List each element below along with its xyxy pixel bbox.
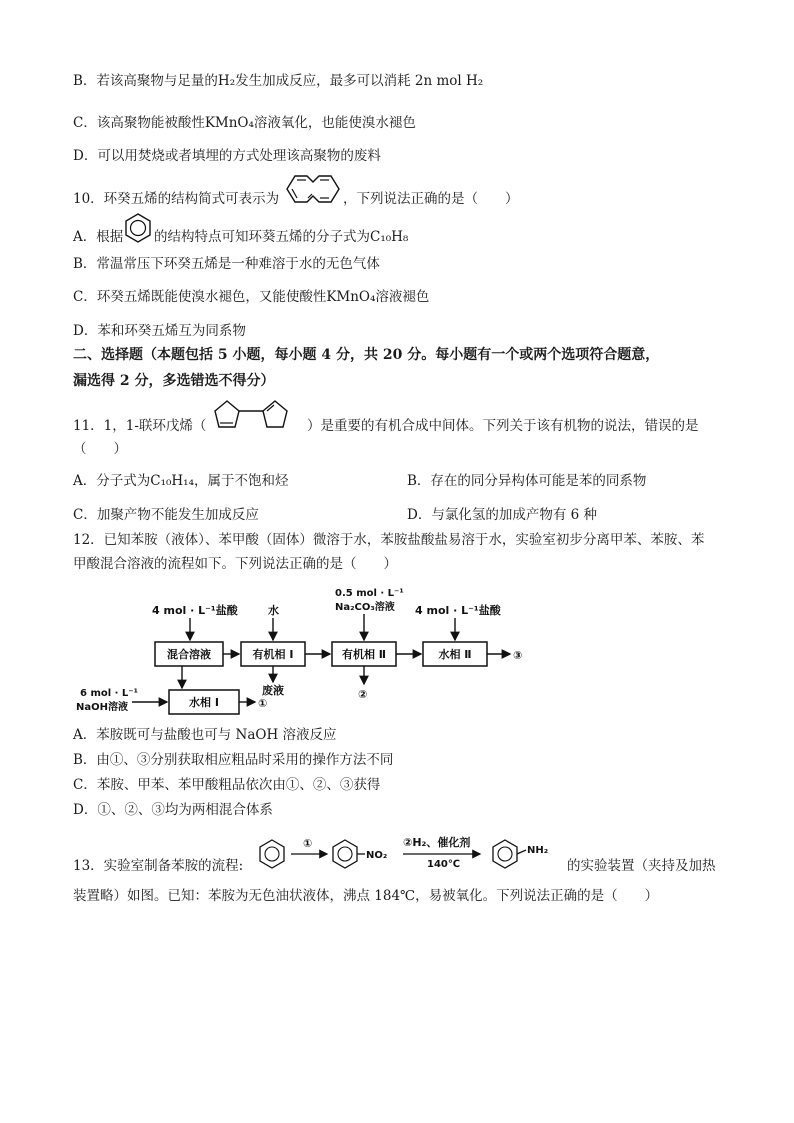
section-2-heading-line1: 二、选择题（本题包括 5 小题，每小题 4 分，共 20 分。每小题有一个或两个选项符合题意， xyxy=(73,347,660,363)
flow-output-2: ② xyxy=(358,688,368,701)
q12-stem-line2: 甲酸混合溶液的流程如下。下列说法正确的是（ ） xyxy=(73,556,397,572)
aniline-synthesis-scheme xyxy=(255,830,567,876)
q11-stem-start: 11．1，1-联环戊烯（ xyxy=(73,418,207,434)
flow-reagent-na2co3-conc: 0.5 mol · L⁻¹ xyxy=(335,588,404,599)
q12-option-b: B．由①、③分别获取相应粗品时采用的操作方法不同 xyxy=(73,752,394,768)
q11-option-c: C．加聚产物不能发生加成反应 xyxy=(73,507,259,523)
bicyclopentenyl-structure xyxy=(207,397,307,437)
flow-waste: 废液 xyxy=(262,684,284,697)
section-2-heading-line2: 漏选得 2 分，多选错选不得分） xyxy=(73,373,275,389)
flow-reagent-hcl-2: 4 mol · L⁻¹盐酸 xyxy=(415,604,501,617)
flow-reagent-water: 水 xyxy=(268,604,279,617)
q10-option-c: C．环癸五烯既能使溴水褪色，又能使酸性KMnO₄溶液褪色 xyxy=(73,289,430,305)
q13-stem-end: 的实验装置（夹持及加热 xyxy=(567,858,716,874)
q10-option-b: B．常温常压下环癸五烯是一种难溶于水的无色气体 xyxy=(73,256,380,272)
flow-reagent-naoh-conc: 6 mol · L⁻¹ xyxy=(80,688,138,699)
flow-output-1: ① xyxy=(258,697,268,710)
q9-option-c: C．该高聚物能被酸性KMnO₄溶液氧化，也能使溴水褪色 xyxy=(73,115,416,131)
flow-box-mixture: 混合溶液 xyxy=(167,648,211,661)
q11-option-b: B．存在的同分异构体可能是苯的同系物 xyxy=(407,473,647,489)
q11-stem-paren: （ ） xyxy=(73,441,127,457)
q13-stem-line2: 装置略）如图。已知：苯胺为无色油状液体，沸点 184℃，易被氧化。下列说法正确的是（ ） xyxy=(73,888,659,904)
q10-option-a-start: A．根据 xyxy=(73,229,124,245)
benzene-structure xyxy=(123,212,153,244)
flow-reagent-naoh: NaOH溶液 xyxy=(76,702,128,713)
q11-stem-end: ）是重要的有机合成中间体。下列关于该有机物的说法，错误的是 xyxy=(307,418,699,434)
q11-option-a: A．分子式为C₁₀H₁₄，属于不饱和烃 xyxy=(73,473,289,489)
scheme-step-1: ① xyxy=(303,837,313,850)
q12-option-d: D．①、②、③均为两相混合体系 xyxy=(73,802,273,818)
flow-reagent-na2co3: Na₂CO₃溶液 xyxy=(335,602,395,613)
q11-option-d: D．与氯化氢的加成产物有 6 种 xyxy=(407,507,597,523)
cyclodecapentaene-structure xyxy=(283,172,343,206)
nitrobenzene xyxy=(333,840,365,868)
q9-option-d: D．可以用焚烧或者填埋的方式处理该高聚物的废料 xyxy=(73,148,381,164)
q12-option-a: A．苯胺既可与盐酸也可与 NaOH 溶液反应 xyxy=(73,727,337,743)
scheme-nh2-label: NH₂ xyxy=(527,845,549,856)
separation-flowchart xyxy=(70,580,540,720)
q10-option-d: D．苯和环癸五烯互为同系物 xyxy=(73,323,246,339)
q12-option-c: C．苯胺、甲苯、苯甲酸粗品依次由①、②、③获得 xyxy=(73,777,381,793)
flow-box-aqueous-1: 水相 Ⅰ xyxy=(189,696,219,709)
q10-stem-start: 10．环癸五烯的结构简式可表示为 xyxy=(73,191,280,207)
q10-stem-end: ，下列说法正确的是（ ） xyxy=(343,191,519,207)
scheme-no2-label: NO₂ xyxy=(366,850,388,861)
q13-stem-start: 13．实验室制备苯胺的流程: xyxy=(73,858,244,874)
q9-option-b: B．若该高聚物与足量的H₂发生加成反应，最多可以消耗 2n mol H₂ xyxy=(73,73,484,89)
flow-output-3: ③ xyxy=(513,649,523,662)
q12-stem-line1: 12．已知苯胺（液体）、苯甲酸（固体）微溶于水，苯胺盐酸盐易溶于水，实验室初步分离甲苯、苯胺、苯 xyxy=(73,532,705,548)
flow-box-organic-2: 有机相 Ⅱ xyxy=(341,648,387,661)
q10-option-a-end: 的结构特点可知环葵五烯的分子式为C₁₀H₈ xyxy=(154,229,409,245)
scheme-step-2: ②H₂、催化剂 xyxy=(403,836,471,849)
aniline-product xyxy=(493,840,526,868)
flow-reagent-hcl-1: 4 mol · L⁻¹盐酸 xyxy=(152,604,238,617)
scheme-temperature: 140℃ xyxy=(427,859,460,870)
benzene-reactant xyxy=(260,840,284,868)
flow-box-organic-1: 有机相 Ⅰ xyxy=(252,648,294,661)
flow-box-aqueous-2: 水相 Ⅱ xyxy=(438,648,472,661)
